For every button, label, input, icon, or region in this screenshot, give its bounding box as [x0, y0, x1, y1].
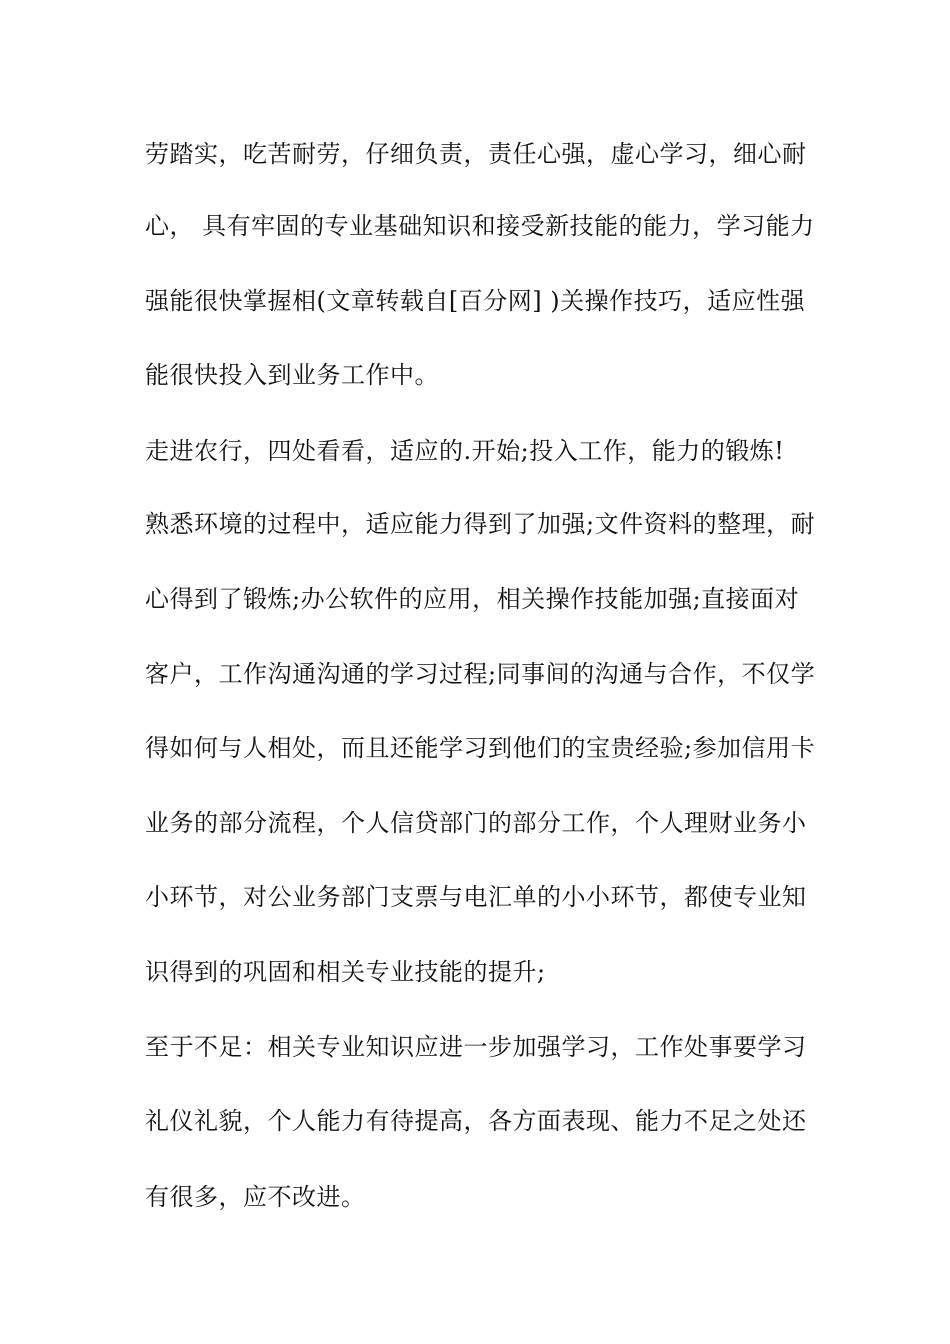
text-line: 小环节，对公业务部门支票与电汇单的小小环节，都使专业知: [145, 883, 807, 911]
text-line: 心， 具有牢固的专业基础知识和接受新技能的能力，学习能力: [145, 212, 815, 240]
text-line: 礼仪礼貌，个人能力有待提高，各方面表现、能力不足之处还: [145, 1107, 807, 1135]
text-line: 客户，工作沟通沟通的学习过程;同事间的沟通与合作，不仅学: [145, 660, 816, 688]
text-line: 至于不足：相关专业知识应进一步加强学习，工作处事要学习: [145, 1033, 807, 1061]
text-line: 得如何与人相处，而且还能学习到他们的宝贵经验;参加信用卡: [145, 734, 816, 762]
text-line: 有很多，应不改进。: [145, 1183, 366, 1211]
text-line: 劳踏实，吃苦耐劳，仔细负责，责任心强，虚心学习，细心耐: [145, 140, 807, 168]
text-line: 走进农行，四处看看，适应的.开始;投入工作，能力的锻炼!: [145, 437, 785, 465]
text-line: 心得到了锻炼;办公软件的应用，相关操作技能加强;直接面对: [145, 585, 800, 613]
text-line: 识得到的巩固和相关专业技能的提升;: [145, 958, 546, 986]
text-line: 能很快投入到业务工作中。: [145, 361, 439, 389]
text-line: 业务的部分流程，个人信贷部门的部分工作，个人理财业务小: [145, 809, 807, 837]
text-line: 熟悉环境的过程中，适应能力得到了加强;文件资料的整理，耐: [145, 510, 816, 538]
text-line: 强能很快掌握相(文章转载自[百分网] )关操作技巧，适应性强: [145, 287, 806, 315]
